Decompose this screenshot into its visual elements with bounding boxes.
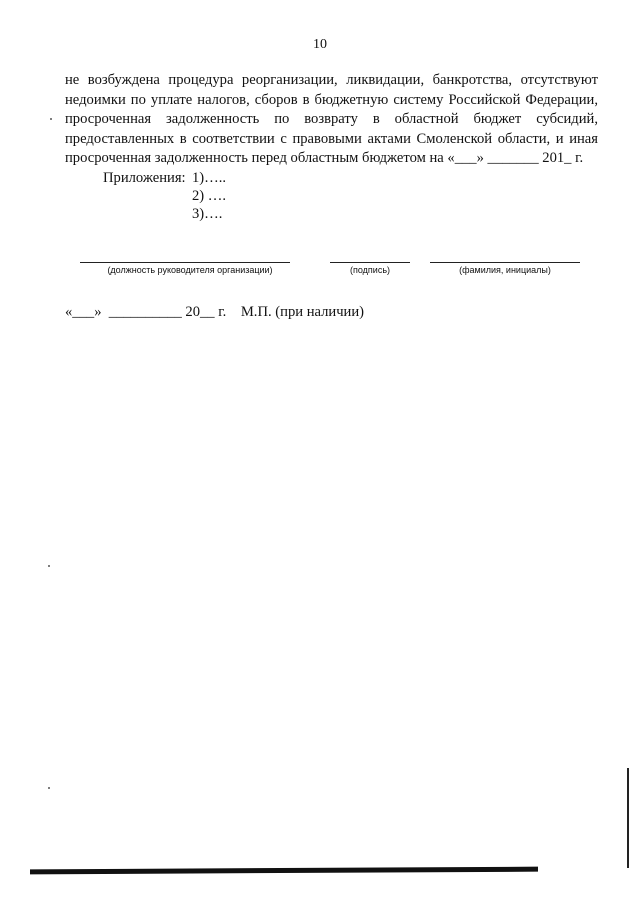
- scan-speck: [48, 787, 50, 789]
- signature-caption: (подпись): [349, 265, 391, 275]
- paragraph-line: недоимки по уплате налогов, сборов в бюджетную систему Российской Федерации,: [65, 91, 598, 108]
- paragraph-line: просроченная задолженность перед областным бюджетом на «___» _______ 201_ г.: [65, 150, 584, 166]
- name-caption: (фамилия, инициалы): [459, 265, 551, 275]
- scan-speck: [50, 118, 52, 120]
- scan-speck: [48, 565, 50, 567]
- signature-line: [330, 262, 410, 263]
- page-number: 10: [313, 37, 327, 52]
- attachment-item: 3)….: [192, 206, 223, 222]
- body-paragraph: [65, 71, 598, 169]
- date-stamp-line: «___» __________ 20__ г. М.П. (при наличии): [65, 304, 365, 320]
- paragraph-line: просроченная задолженность по возврату в областной бюджет субсидий,: [65, 111, 598, 127]
- scan-bottom-bar: [30, 867, 538, 875]
- paragraph-line: предоставленных в соответствии с правовыми актами Смоленской области, и иная: [65, 130, 598, 147]
- position-caption: (должность руководителя организации): [107, 265, 273, 275]
- attachment-item: 2) ….: [192, 188, 227, 204]
- name-signature-line: [430, 262, 580, 263]
- scan-edge-mark: [627, 768, 629, 868]
- position-signature-line: [80, 262, 290, 263]
- paragraph-line: не возбуждена процедура реорганизации, ликвидации, банкротства, отсутствуют: [65, 72, 598, 88]
- attachment-item: 1)…..: [192, 170, 227, 186]
- attachments-label: Приложения:: [103, 170, 186, 186]
